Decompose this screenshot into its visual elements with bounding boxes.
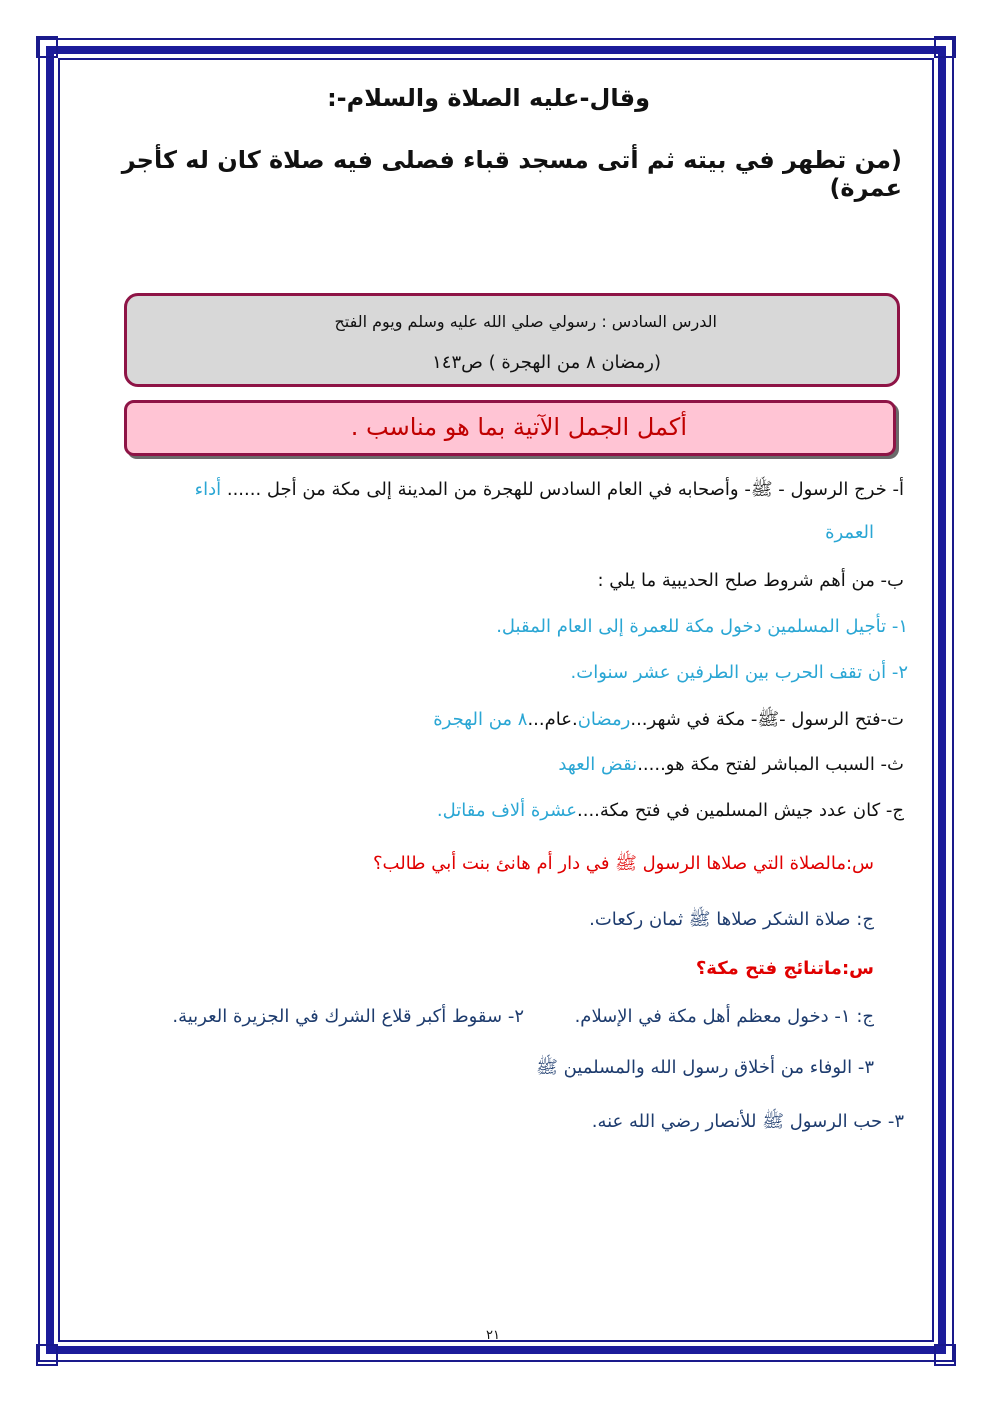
question-th-answer: نقض العهد xyxy=(558,754,638,775)
lesson-title-box xyxy=(124,293,900,387)
lesson-subtitle: (رمضان ٨ من الهجرة ) ص١٤٣ xyxy=(432,352,661,373)
hadith-text: (من تطهر في بيته ثم أتى مسجد قباء فصلى فيه صلاة كان له كأجر عمرة) xyxy=(121,146,902,202)
page-frame-inner xyxy=(58,58,934,1342)
question-b: ب- من أهم شروط صلح الحديبية ما يلي : xyxy=(597,570,904,591)
frame-corner-top-left xyxy=(36,36,58,58)
question-j-answer: عشرة ألاف مقاتل. xyxy=(436,800,578,821)
frame-corner-bottom-left xyxy=(36,1344,58,1366)
question-b-answer-1: ١- تأجيل المسلمين دخول مكة للعمرة إلى العام المقبل. xyxy=(496,616,908,637)
question-a-answer: أداء xyxy=(194,479,222,500)
extra-answer-2-item-2: ٢- سقوط أكبر قلاع الشرك في الجزيرة العربية. xyxy=(172,1006,524,1027)
question-j xyxy=(437,800,904,821)
question-th-text: ث- السبب المباشر لفتح مكة هو..... xyxy=(637,754,904,775)
extra-answer-2-item-1: ج: ١- دخول معظم أهل مكة في الإسلام. xyxy=(574,1006,874,1027)
frame-corner-top-right xyxy=(934,36,956,58)
extra-answer-2-item-3: ٣- الوفاء من أخلاق رسول الله والمسلمين ﷺ xyxy=(536,1057,874,1078)
extra-question-2: س:ماتنائج فتح مكة؟ xyxy=(695,958,874,979)
question-a-answer-cont: العمرة xyxy=(825,522,874,543)
question-b-answer-2: ٢- أن تقف الحرب بين الطرفين عشر سنوات. xyxy=(570,662,908,683)
task-instruction: أكمل الجمل الآتية بما هو مناسب . xyxy=(350,413,687,441)
extra-answer-2-item-4: ٣- حب الرسول ﷺ للأنصار رضي الله عنه. xyxy=(591,1111,904,1132)
question-t-text: ت-فتح الرسول -ﷺ- مكة في شهر... xyxy=(630,709,904,730)
question-t-mid: .عام... xyxy=(527,709,578,730)
question-j-text: ج- كان عدد جيش المسلمين في فتح مكة.... xyxy=(577,800,904,821)
question-t-answer-month: رمضان xyxy=(577,709,631,730)
page-number: ٢١ xyxy=(486,1328,500,1343)
question-a-text: أ- خرج الرسول - ﷺ- وأصحابه في العام السادس للهجرة من المدينة إلى مكة من أجل ...... xyxy=(226,479,904,500)
extra-answer-1: ج: صلاة الشكر صلاها ﷺ ثمان ركعات. xyxy=(589,909,874,930)
question-t-answer-year: ٨ من الهجرة xyxy=(433,709,528,730)
question-a xyxy=(195,478,904,504)
frame-corner-bottom-right xyxy=(934,1344,956,1366)
task-instruction-box xyxy=(124,400,896,456)
lesson-title: الدرس السادس : رسولي صلي الله عليه وسلم ويوم الفتح xyxy=(334,312,717,331)
hadith-title: وقال-عليه الصلاة والسلام-: xyxy=(327,84,650,112)
question-t xyxy=(433,708,904,734)
question-th xyxy=(558,754,904,775)
extra-question-1: س:مالصلاة التي صلاها الرسول ﷺ في دار أم هانئ بنت أبي طالب؟ xyxy=(372,853,874,874)
